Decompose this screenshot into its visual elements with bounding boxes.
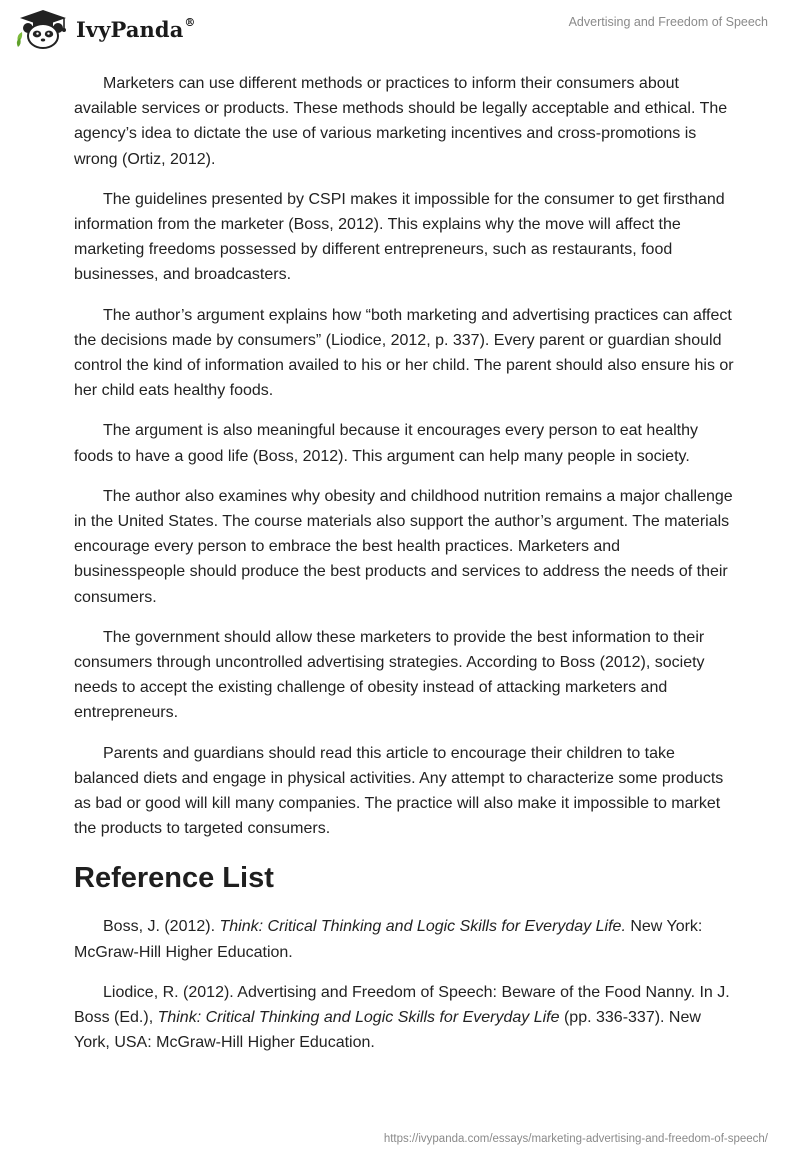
reference-text: (pp. 336-337). New York, USA: McGraw-Hill Higher Education. <box>74 1009 701 1052</box>
paragraph-6: The government should allow these marketers to provide the best information to their consumers through uncontrolled advertising strategies. According to Boss (2012), society needs to accept the existing challenge of obesity instead of attacking marketers and entrepreneurs. <box>74 628 705 722</box>
page-header <box>0 0 800 60</box>
paragraph-1: Marketers can use different methods or practices to inform their consumers about available services or products. These methods should be legally acceptable and ethical. The agency’s idea to dictate the use of various marketing incentives and cross-promotions is wrong (Ortiz, 2012). <box>74 75 728 168</box>
paragraph-5: The author also examines why obesity and childhood nutrition remains a major challenge in the United States. The course materials also support the author’s argument. The materials encourage every person to embrace the best health practices. Marketers and businesspeople should produce the best products and services to address the needs of their consumers. <box>74 487 733 606</box>
brand-name: IvyPanda® <box>76 15 196 42</box>
panda-graduate-icon <box>14 8 72 50</box>
reference-text: Boss, J. (2012). <box>103 918 220 936</box>
ivypanda-logo[interactable] <box>14 8 196 50</box>
source-url[interactable]: https://ivypanda.com/essays/marketing-advertising-and-freedom-of-speech/ <box>383 1133 768 1145</box>
reference-text: New York: McGraw-Hill Higher Education. <box>74 918 703 961</box>
document-title: Advertising and Freedom of Speech <box>568 15 768 29</box>
paragraph-3: The author’s argument explains how “both marketing and advertising practices can affect the decisions made by consumers” (Liodice, 2012, p. 337). Every parent or guardian should control the kind of information availed to his or her child. The parent should also ensure his or her child eats healthy foods. <box>74 306 734 400</box>
essay-body <box>74 71 734 1071</box>
reference-book-title: Think: Critical Thinking and Logic Skills for Everyday Life. <box>219 918 626 936</box>
reference-text: Liodice, R. (2012). Advertising and Freedom of Speech: Beware of the Food Nanny. In J. Boss (Ed.), <box>74 983 730 1027</box>
paragraph-4: The argument is also meaningful because it encourages every person to eat healthy foods to have a good life (Boss, 2012). This argument can help many people in society. <box>74 422 699 465</box>
reference-item <box>74 980 734 1056</box>
registered-mark: ® <box>184 15 196 29</box>
paragraph-2: The guidelines presented by CSPI makes it impossible for the consumer to get firsthand information from the marketer (Boss, 2012). This explains why the move will affect the marketing freedoms possessed by different entrepreneurs, such as restaurants, food businesses, and broadcasters. <box>74 190 725 284</box>
reference-book-title: Think: Critical Thinking and Logic Skills for Everyday Life <box>157 1009 560 1027</box>
reference-list-heading: Reference List <box>74 862 274 895</box>
paragraph-7: Parents and guardians should read this article to encourage their children to take balanced diets and engage in physical activities. Any attempt to characterize some products as bad or good will kill many companies. The practice will also make it impossible to market the products to targeted consumers. <box>74 744 724 838</box>
reference-item <box>74 914 734 964</box>
